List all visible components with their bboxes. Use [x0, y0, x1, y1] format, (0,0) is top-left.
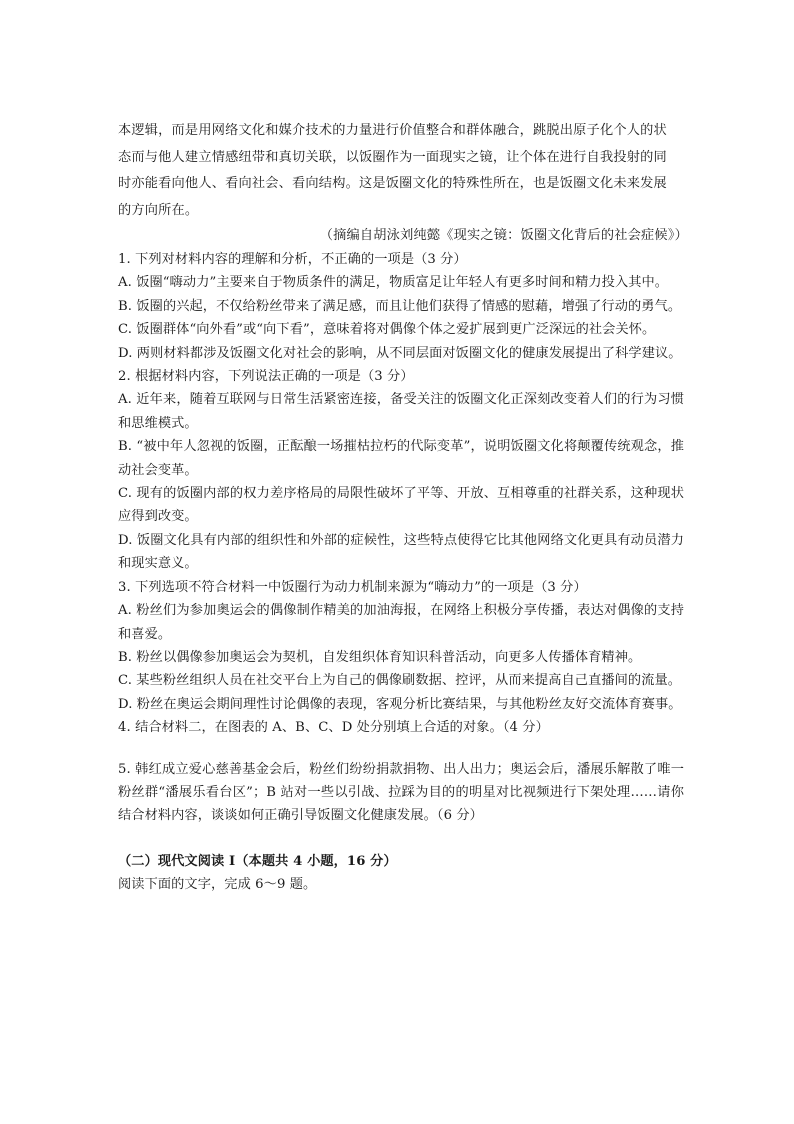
question-stem: 4. 结合材料二，在图表的 A、B、C、D 处分别填上合适的对象。（4 分） [118, 720, 549, 736]
question-option: A. 近年来，随着互联网与日常生活紧密连接，备受关注的饭圈文化正深刻改变着人们的行为习惯和思维模式。 [118, 392, 684, 431]
document-page [118, 118, 688, 897]
question-option: D. 粉丝在奥运会期间理性讨论偶像的表现，客观分析比赛结果，与其他粉丝友好交流体育赛事。 [118, 696, 682, 712]
question-option: B. “被中年人忽视的饭圈，正酝酿一场摧枯拉朽的代际变革”，说明饭圈文化将颠覆传统观念，推动社会变革。 [118, 439, 684, 478]
question-stem: 1. 下列对材料内容的理解和分析，不正确的一项是（3 分） [118, 252, 467, 267]
question-option: D. 饭圈文化具有内部的组织性和外部的症候性，这些特点使得它比其他网络文化更具有动员潜力和现实意义。 [118, 532, 684, 572]
question-2 [118, 365, 684, 576]
section-intro: 阅读下面的文字，完成 6～9 题。 [118, 877, 317, 893]
question-option: A. 粉丝们为参加奥运会的偶像制作精美的加油海报，在网络上积极分享传播，表达对偶像的支持和喜爱。 [118, 603, 684, 642]
question-option: C. 现有的饭圈内部的权力差序格局的局限性破坏了平等、开放、互相尊重的社群关系，这种现状应得到改变。 [118, 486, 684, 525]
question-option: C. 饭圈群体“向外看”或“向下看”，意味着将对偶像个体之爱扩展到更广泛深远的社会关怀。 [118, 322, 656, 338]
question-1 [118, 248, 684, 365]
passage-line: 态而与他人建立情感纽带和真切关联，以饭圈作为一面现实之镜，让个体在进行自我投射的同 [118, 149, 667, 165]
question-option: D. 两则材料都涉及饭圈文化对社会的影响，从不同层面对饭圈文化的健康发展提出了科学建议。 [118, 345, 682, 361]
spacer [118, 828, 684, 850]
passage-source: （摘编自胡泳刘纯懿《现实之镜：饭圈文化背后的社会症候》） [319, 228, 688, 243]
question-stem: 3. 下列选项不符合材料一中饭圈行为动力机制来源为“嗨动力”的一项是（3 分） [118, 579, 587, 595]
question-option: C. 某些粉丝组织人员在社交平台上为自己的偶像刷数据、控评，从而来提高自己直播间的流量。 [118, 673, 682, 689]
section-title: （二）现代文阅读 I（本题共 4 小题，16 分） [118, 853, 397, 869]
question-5 [118, 758, 684, 828]
question-3 [118, 576, 684, 716]
question-stem: 5. 韩红成立爱心慈善基金会后，粉丝们纷纷捐款捐物、出人出力；奥运会后，潘展乐解散了唯一粉丝群“潘展乐看台区”；B 站对一些以引战、拉踩为目的的明星对比视频进行下架处理……请你结合材料内容，谈谈如何正确引导饭圈文化健康发展。（6 分） [118, 761, 684, 824]
question-option: A. 饭圈“嗨动力”主要来自于物质条件的满足，物质富足让年轻人有更多时间和精力投入其中。 [118, 275, 669, 291]
passage-line: 的方向所在。 [118, 202, 199, 218]
passage-line: 时亦能看向他人、看向社会、看向结构。这是饭圈文化的特殊性所在，也是饭圈文化未来发展 [118, 176, 667, 191]
question-option: B. 粉丝以偶像参加奥运会为契机，自发组织体育知识科普活动，向更多人传播体育精神。 [118, 649, 642, 665]
question-stem: 2. 根据材料内容，下列说法正确的一项是（3 分） [118, 369, 414, 385]
spacer [118, 740, 684, 758]
question-option: B. 饭圈的兴起，不仅给粉丝带来了满足感，而且让他们获得了情感的慰藉，增强了行动的勇气。 [118, 298, 682, 314]
questions [118, 248, 684, 897]
passage-line: 本逻辑，而是用网络文化和媒介技术的力量进行价值整合和群体融合，跳脱出原子化个人的状 [118, 123, 667, 138]
question-4 [118, 716, 684, 739]
passage [118, 118, 684, 224]
